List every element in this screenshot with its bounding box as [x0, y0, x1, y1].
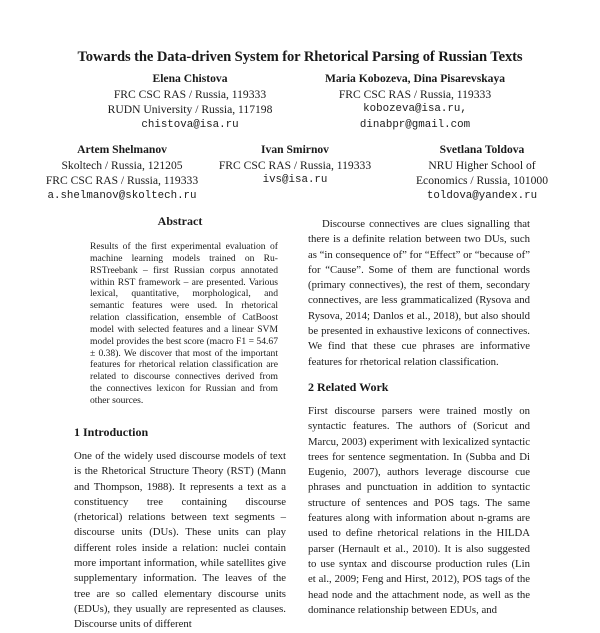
author-email: ivs@isa.ru [262, 174, 328, 186]
author-email: chistova@isa.ru [141, 118, 239, 131]
right-column-intro-continued [308, 217, 530, 370]
related-work-paragraph: First discourse parsers were trained mostly on syntactic features. The authors of (Soricut and Marcu, 2003) experiment with lexicalized syntactic trees for sentence segmentation. In (Subba and Di Eugenio, 2007), authors leverage discourse cue phrases and punctuation in addition to syntactic structure of sentences and POS tags. The same features along with information about n-grams are used to define rhetorical relations in the HILDA parser (Hernault et al., 2010). It is also suggested to use syntax and discourse production rules (Lin et al., 2009; Feng and Hirst, 2012), POS tags of the head node and the attachment node, as well as the dominance relationship between EDUs, and [308, 405, 530, 616]
author-block-smirnov [210, 142, 380, 189]
author-email: dinabpr@gmail.com [359, 118, 471, 131]
author-block-chistova [60, 71, 320, 133]
section-heading-introduction: 1 Introduction [74, 425, 149, 439]
section-heading-related-work: 2 Related Work [308, 380, 389, 394]
author-name: Artem Shelmanov [77, 143, 167, 156]
author-name: Elena Chistova [152, 72, 228, 85]
author-name: Ivan Smirnov [261, 143, 329, 156]
author-name: Svetlana Toldova [439, 143, 525, 156]
connectives-paragraph: Discourse connectives are clues signalling that there is a definite relation between two DUs, such as “in consequence of” for “Effect” or “because of” for “Cause”. Some of them are functional words (primary connectives), the rest of them, secondary connectives, are less grammaticalized (Rysova and Rysova, 2014; Danlos et al., 2018), but also should be presented in exhaustive lexicons of connectives. We find that these cue phrases are informative features for rhetorical relation classification. [308, 218, 530, 368]
author-email: toldova@yandex.ru [426, 189, 538, 202]
paper-title: Towards the Data-driven System for Rhetorical Parsing of Russian Texts [77, 49, 523, 65]
related-work-text [308, 404, 530, 618]
abstract-heading: Abstract [157, 214, 203, 228]
author-affiliation: FRC CSC RAS / Russia, 119333 [338, 87, 492, 101]
introduction-text [74, 449, 286, 633]
author-affiliation: FRC CSC RAS / Russia, 119333 [45, 174, 199, 187]
author-block-shelmanov [28, 142, 216, 204]
abstract-text [90, 241, 278, 407]
author-affiliation: Economics / Russia, 101000 [415, 174, 549, 187]
author-affiliation: FRC CSC RAS / Russia, 119333 [113, 87, 267, 101]
author-affiliation: NRU Higher School of [428, 158, 536, 172]
author-email: a.shelmanov@skoltech.ru [47, 189, 197, 202]
author-affiliation: RUDN University / Russia, 117198 [107, 103, 273, 116]
abstract-paragraph: Results of the first experimental evaluation of machine learning models trained on Ru-RSTreebank – first Russian corpus annotated within RST framework – are presented. Various lexical, quantitative, morphological, and semantic features were used. In rhetorical relation classification, ensemble of CatBoost model with selected features and a linear SVM model provides the best score (macro F1 = 54.67 ± 0.38). We discover that most of the important features for rhetorical relation classification are related to discourse connectives derived from the connectives lexicon for Russian and from other sources. [90, 241, 278, 406]
introduction-paragraph: One of the widely used discourse models of text is the Rhetorical Structure Theory (RST) (Mann and Thompson, 1988). It represents a text as a constituency tree containing discourse (rhetorical) relations between text segments – discourse units (DUs). These units can play different roles inside a relation: nuclei contain more important information, while satellites give supplementary information. The leaves of the tree are so called elementary discourse units (EDUs), they usually are represented as clauses. Discourse units of different [74, 450, 286, 631]
author-email: kobozeva@isa.ru, [363, 103, 467, 115]
author-block-toldova [392, 142, 572, 204]
author-block-kobozeva-pisarevskaya [290, 71, 540, 133]
author-name: Maria Kobozeva, Dina Pisarevskaya [324, 72, 506, 85]
author-affiliation: FRC CSC RAS / Russia, 119333 [218, 158, 372, 172]
author-affiliation: Skoltech / Russia, 121205 [61, 158, 183, 172]
